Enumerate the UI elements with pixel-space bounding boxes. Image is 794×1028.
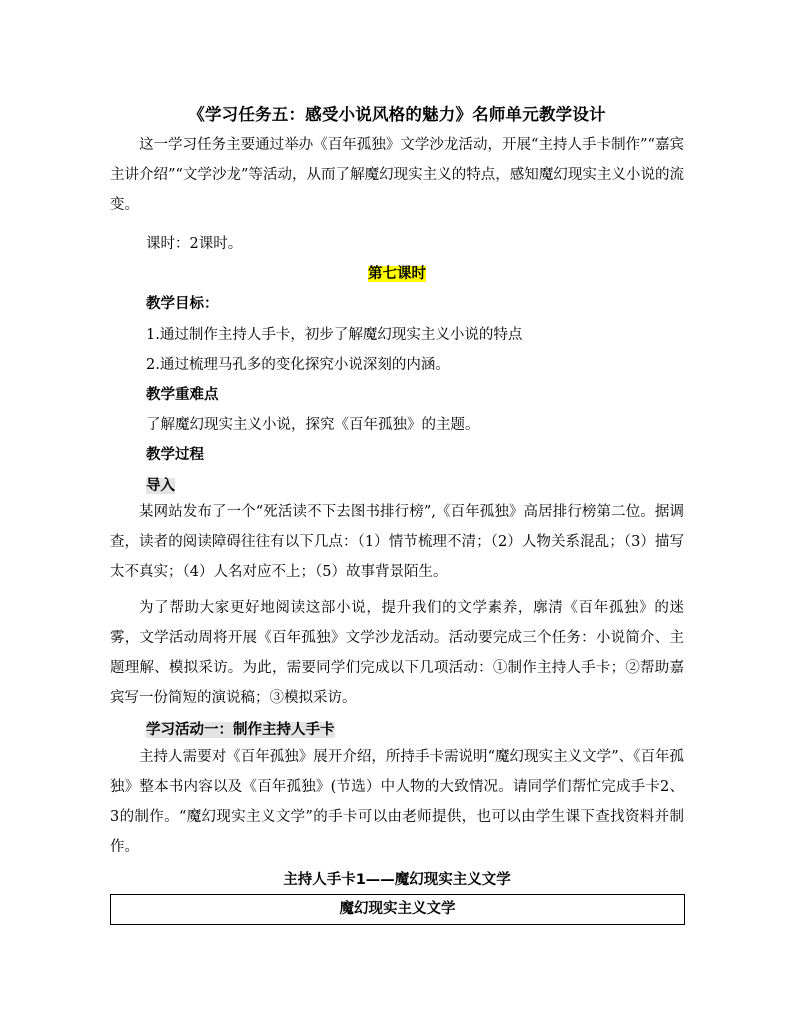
activity-1-heading: 学习活动一：制作主持人手卡 (146, 722, 335, 738)
intro-heading-wrapper (146, 474, 175, 495)
class-hours: 课时：2课时。 (146, 236, 243, 252)
intro-paragraph: 这一学习任务主要通过举办《百年孤独》文学沙龙活动，开展“主持人手卡制作”“嘉宾主讲介绍”“文学沙龙”等活动，从而了解魔幻现实主义的特点，感知魔幻现实主义小说的流变。 (110, 137, 684, 213)
intro-heading: 导入 (146, 478, 175, 494)
key-points-heading: 教学重难点 (146, 387, 219, 403)
objective-1: 1.通过制作主持人手卡，初步了解魔幻现实主义小说的特点 (146, 327, 523, 343)
lesson-heading: 第七课时 (368, 266, 426, 282)
document-title: 《学习任务五：感受小说风格的魅力》名师单元教学设计 (188, 105, 606, 124)
card-title: 主持人手卡1——魔幻现实主义文学 (283, 872, 511, 888)
lesson-heading-wrapper (110, 262, 684, 283)
paragraph-3: 主持人需要对《百年孤独》展开介绍，所持手卡需说明“魔幻现实主义文学”、《百年孤独》整本书内容以及《百年孤独》(节选）中人物的大致情况。请同学们帮忙完成手卡2、3的制作。“魔幻现实主义文学”的手卡可以由老师提供，也可以由学生课下查找资料并制作。 (110, 749, 684, 855)
paragraph-2: 为了帮助大家更好地阅读这部小说，提升我们的文学素养，廓清《百年孤独》的迷雾，文学活动周将开展《百年孤独》文学沙龙活动。活动要完成三个任务：小说简介、主题理解、模拟采访。为此，需要同学们完成以下几项活动：①制作主持人手卡；②帮助嘉宾写一份简短的演说稿；③模拟采访。 (110, 600, 684, 706)
objectives-heading: 教学目标： (146, 296, 219, 312)
card-table-header: 魔幻现实主义文学 (339, 901, 456, 917)
paragraph-1: 某网站发布了一个“死活读不下去图书排行榜”,《百年孤独》高居排行榜第二位。据调查，读者的阅读障碍往往有以下几点：（1）情节梳理不清；（2）人物关系混乱；（3）描写太不真实；（4）人名对应不上；（5）故事背景陌生。 (110, 504, 684, 580)
activity-1-heading-wrapper (146, 718, 335, 739)
card-table (110, 894, 685, 925)
objective-2: 2.通过梳理马孔多的变化探究小说深刻的内涵。 (146, 357, 450, 373)
process-heading: 教学过程 (146, 447, 204, 463)
key-points-text: 了解魔幻现实主义小说，探究《百年孤独》的主题。 (146, 417, 480, 433)
